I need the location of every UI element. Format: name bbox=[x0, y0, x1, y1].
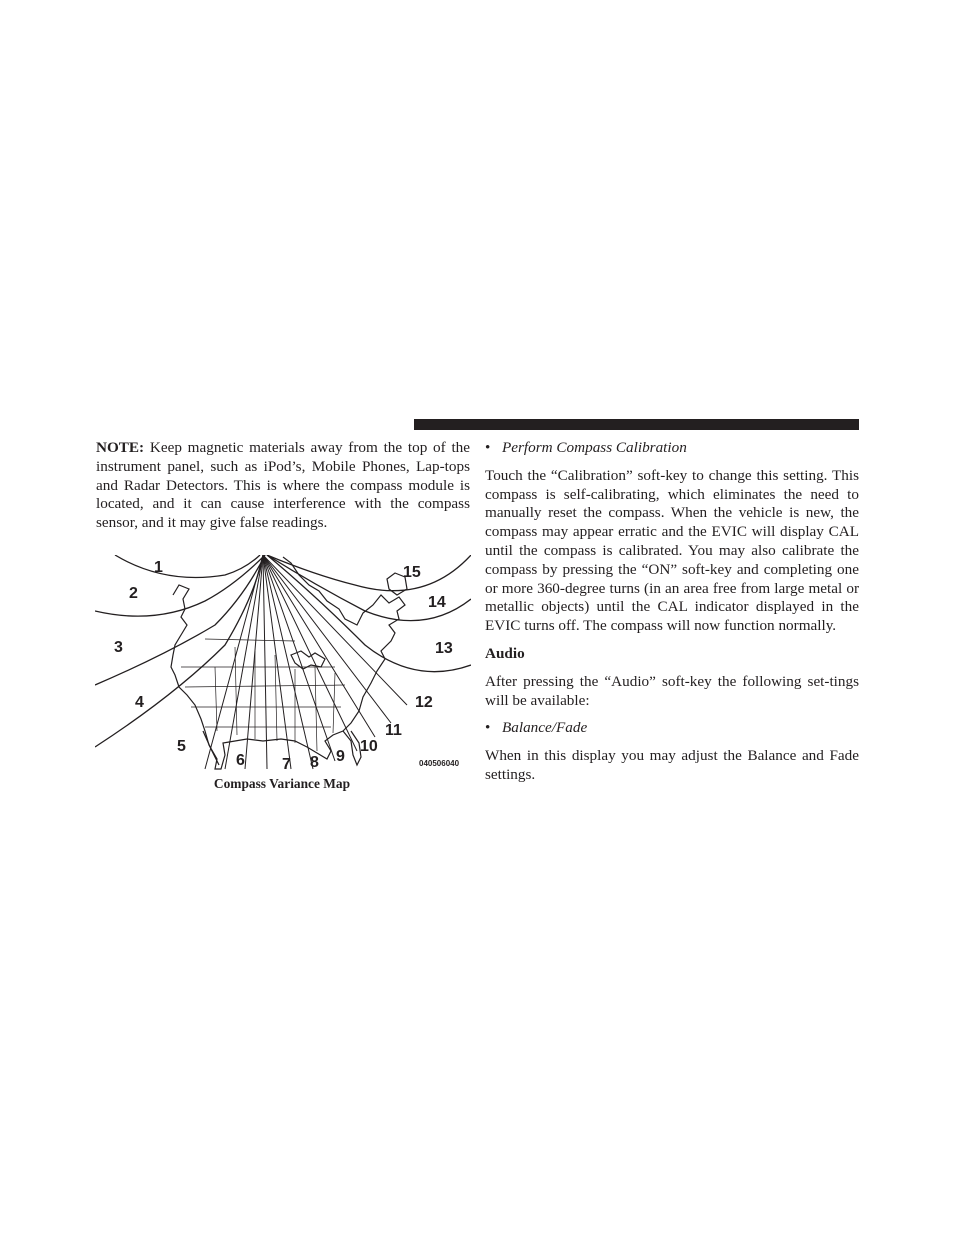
bullet-dot: • bbox=[485, 719, 491, 737]
zone-label-12: 12 bbox=[415, 694, 433, 711]
bullet-perform-compass-calibration bbox=[485, 439, 859, 458]
bullet-balance-fade bbox=[485, 719, 859, 738]
zone-label-13: 13 bbox=[435, 640, 453, 657]
bullet-text: Perform Compass Calibration bbox=[502, 439, 687, 456]
figure-id: 040506040 bbox=[419, 759, 460, 768]
note-label: NOTE: bbox=[96, 439, 145, 456]
zone-label-3: 3 bbox=[114, 639, 123, 656]
zone-label-2: 2 bbox=[129, 585, 138, 602]
florida-outline bbox=[343, 731, 361, 765]
bullet-text: Balance/Fade bbox=[502, 719, 588, 737]
zone-label-5: 5 bbox=[177, 738, 186, 755]
zone-label-11: 11 bbox=[385, 722, 402, 739]
isogonic-curves bbox=[95, 555, 471, 747]
calibration-paragraph: Touch the “Calibration” soft-key to change this setting. This compass is self-calibrating, which eliminates the need to manually reset the compass. When the vehicle is new, the compass may appear erratic and the EVIC will display CAL until the compass is calibrated. You may also calibrate the compass by pressing the “ON” soft-key and completing one or more 360-degree turns (in an area free from large metal or metallic objects) until the CAL indicator displayed in the EVIC turns off. The compass will now function normally. bbox=[485, 466, 859, 635]
zone-label-14: 14 bbox=[428, 594, 446, 611]
right-column bbox=[485, 439, 859, 785]
section-header-bar bbox=[414, 419, 859, 430]
left-column bbox=[96, 439, 470, 533]
figure-caption: Compass Variance Map bbox=[213, 776, 351, 791]
zone-label-1: 1 bbox=[154, 559, 163, 576]
zone-label-7: 7 bbox=[282, 756, 291, 771]
zone-label-9: 9 bbox=[336, 748, 345, 765]
note-paragraph bbox=[96, 439, 470, 533]
great-lakes bbox=[291, 651, 325, 669]
zone-label-15: 15 bbox=[403, 564, 421, 581]
zone-label-10: 10 bbox=[360, 738, 378, 755]
zone-label-8: 8 bbox=[310, 754, 319, 771]
note-text: Keep magnetic materials away from the top of the instrument panel, such as iPod’s, Mobile Phones, Lap-tops and Radar Detectors. This is where the compass module is located, and it can cause interference with the compass sensor, and it may give false readings. bbox=[96, 439, 471, 532]
compass-variance-map-drawing bbox=[95, 555, 471, 771]
audio-heading: Audio bbox=[485, 644, 525, 662]
zone-label-4: 4 bbox=[135, 694, 144, 711]
zone-curve-1 bbox=[115, 555, 260, 578]
compass-variance-map bbox=[95, 555, 471, 771]
audio-paragraph: After pressing the “Audio” soft-key the following set-tings will be available: bbox=[485, 672, 859, 709]
bullet-dot: • bbox=[485, 439, 491, 456]
zone-label-6: 6 bbox=[236, 752, 245, 769]
balance-fade-paragraph: When in this display you may adjust the Balance and Fade settings. bbox=[485, 747, 859, 783]
